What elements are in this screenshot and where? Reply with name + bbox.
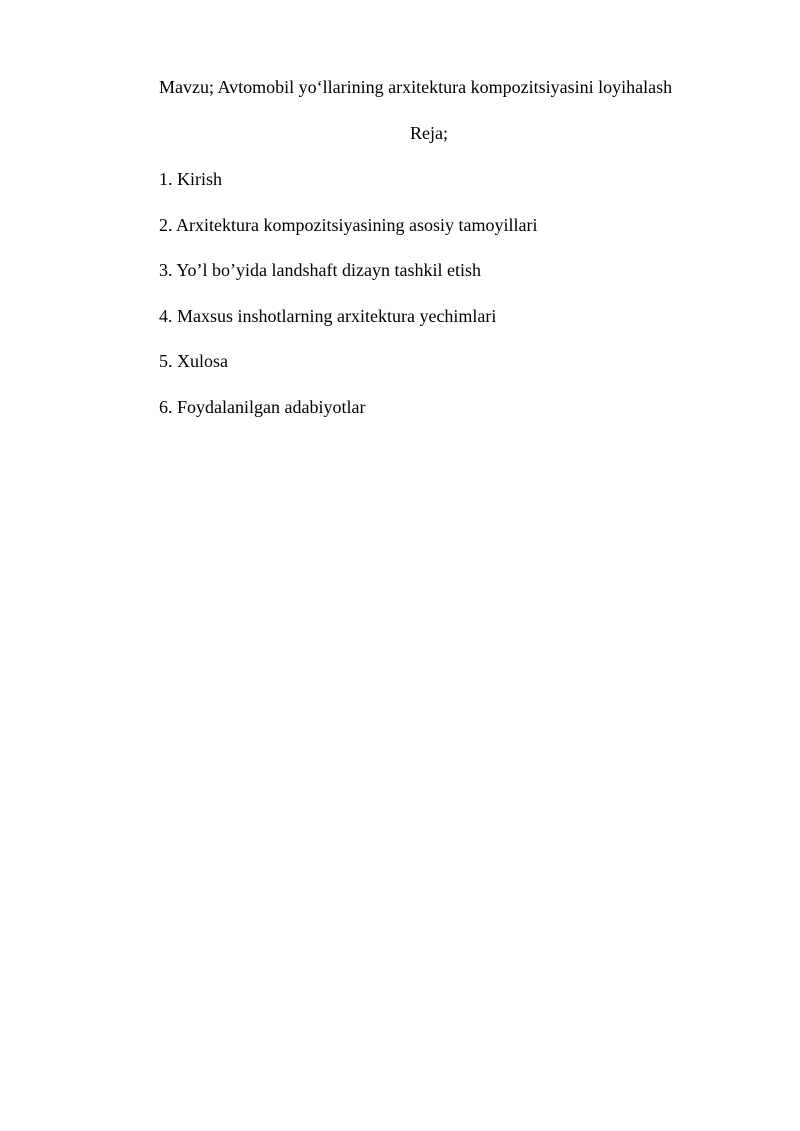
plan-item-references: 6. Foydalanilgan adabiyotlar (159, 396, 366, 417)
plan-item-landscape-design: 3. Yo’l bo’yida landshaft dizayn tashkil etish (159, 260, 481, 281)
plan-heading: Reja; (410, 123, 448, 143)
plan-item-introduction: 1. Kirish (159, 169, 222, 189)
plan-item-principles: 2. Arxitektura kompozitsiyasining asosiy tamoyillari (159, 214, 538, 235)
document-title: Mavzu; Avtomobil yo‘llarining arxitektura kompozitsiyasini loyihalash (159, 77, 673, 97)
plan-item-conclusion: 5. Xulosa (159, 351, 228, 372)
plan-item-architectural-solutions: 4. Maxsus inshotlarning arxitektura yechimlari (159, 305, 497, 326)
plan-list (159, 168, 537, 442)
